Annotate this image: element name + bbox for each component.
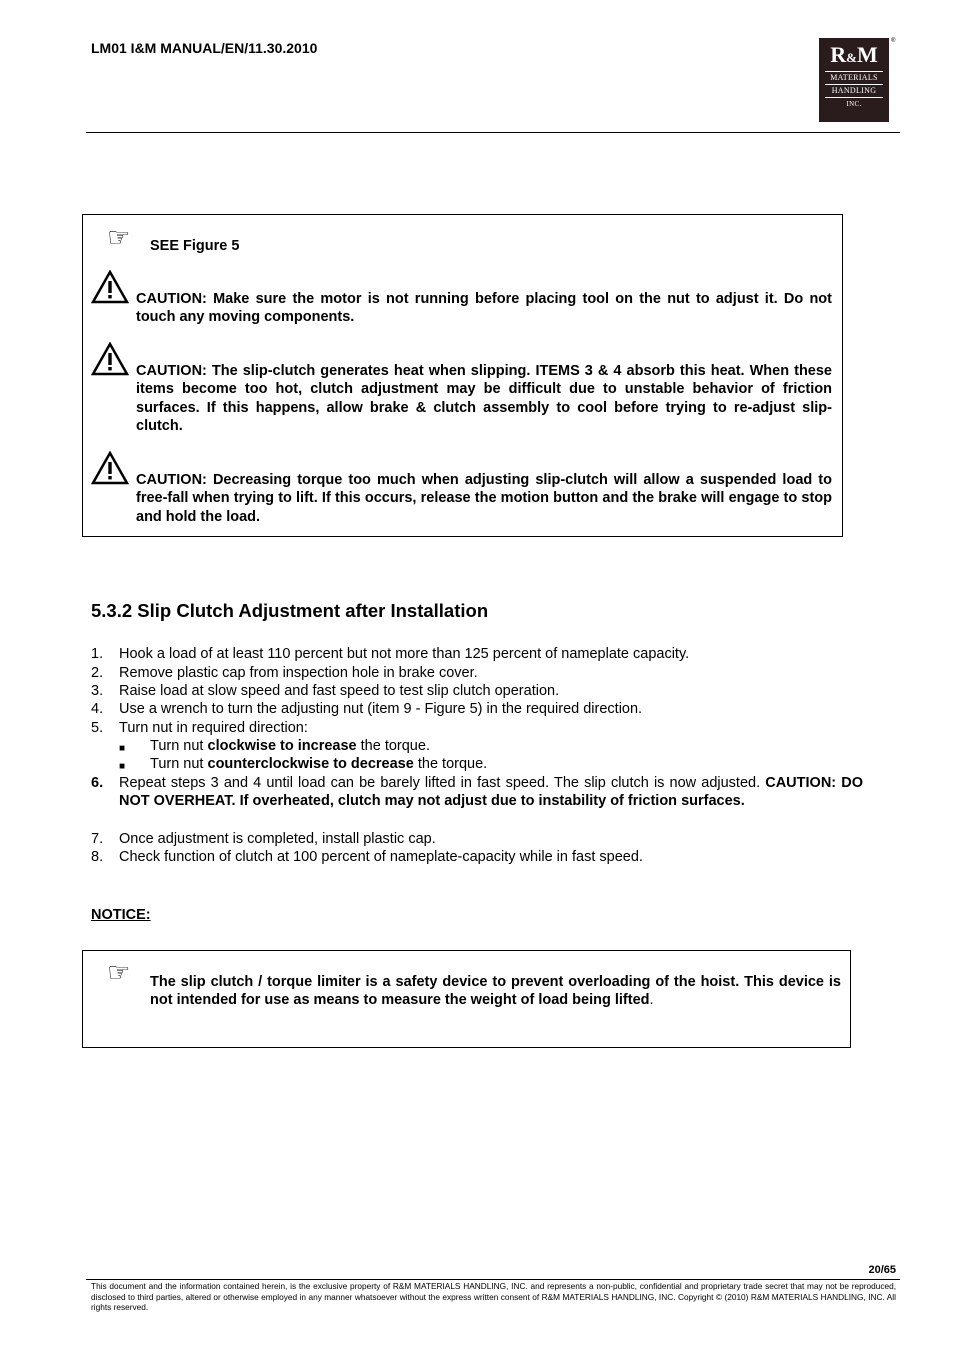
page-number: 20/65 [868,1264,896,1276]
logo-line-materials: MATERIALS [825,71,883,84]
step-number: 8. [91,849,104,865]
step-text: Remove plastic cap from inspection hole in brake cover. [119,664,478,681]
document-id: LM01 I&M MANUAL/EN/11.30.2010 [91,40,318,56]
step-number: 6. [91,775,104,791]
step-number: 5. [91,720,104,736]
bullet-text: Turn nut clockwise to increase the torque. [150,738,430,754]
warning-triangle-icon [91,342,129,376]
bullet-square-icon: ■ [119,743,126,754]
step-text: Hook a load of at least 110 percent but not more than 125 percent of nameplate capacity. [119,646,690,662]
bullet-square-icon: ■ [119,761,126,772]
step-text: Turn nut in required direction: [119,720,308,736]
notice-title: NOTICE: [91,907,151,923]
step-text: Once adjustment is completed, install plastic cap. [119,831,436,847]
footer-divider [86,1279,900,1280]
step-text: Use a wrench to turn the adjusting nut (item 9 - Figure 5) in the required direction. [119,701,643,717]
step-number: 2. [91,664,104,681]
logo-line-inc: INC. [825,97,883,110]
bullet-text: Turn nut counterclockwise to decrease the torque. [150,756,488,772]
logo-monogram: R&M [830,42,878,67]
section-heading: 5.3.2 Slip Clutch Adjustment after Installation [91,600,489,621]
warning-triangle-icon [91,270,129,304]
step-number: 4. [91,701,104,717]
step-number: 7. [91,831,104,847]
company-logo [819,38,889,122]
step-number: 1. [91,646,104,662]
step-text: Raise load at slow speed and fast speed to test slip clutch operation. [119,683,560,699]
caution-torque: CAUTION: Decreasing torque too much when adjusting slip-clutch will allow a suspended load to free-fall when trying to lift. If this occurs, release the motion button and the brake will engage to stop and hold the load. [136,472,832,525]
pointing-hand-icon: ☞ [107,222,131,252]
header-divider [86,132,900,133]
step-text: Check function of clutch at 100 percent of nameplate-capacity while in fast speed. [119,849,643,865]
pointing-hand-icon: ☞ [107,957,131,987]
caution-heat: CAUTION: The slip-clutch generates heat when slipping. ITEMS 3 & 4 absorb this heat. When these items become too hot, clutch adjustment may be difficult due to unstable behavior of friction surfaces. If this happens, allow brake & clutch assembly to cool before trying to re-adjust slip-clutch. [136,363,832,434]
legal-notice: This document and the information contained herein, is the exclusive property of R&M MATERIALS HANDLING, INC. and represents a non-public, confidential and proprietary trade secret that may not be reproduced, disclosed to third parties, altered or otherwise employed in any manner whatsoever without the express written consent of R&M MATERIALS HANDLING, INC. Copyright © (2010) R&M MATERIALS HANDLING, INC. All rights reserved. [91,1281,896,1313]
warning-triangle-icon [91,451,129,485]
notice-text: The slip clutch / torque limiter is a safety device to prevent overloading of the hoist. This device is not intended for use as means to measure the weight of load being lifted. [150,974,841,1009]
see-figure-note: SEE Figure 5 [150,238,240,254]
logo-line-handling: HANDLING [825,84,883,97]
overheat-caution: CAUTION: DO NOT OVERHEAT. If overheated, clutch may not adjust due to instability of friction surfaces. [119,775,863,810]
step-number: 3. [91,683,104,699]
steps-list [91,645,863,875]
registered-mark: ® [891,38,896,44]
step-text: Repeat steps 3 and 4 until load can be barely lifted in fast speed. The slip clutch is now adjusted. CAUTION: DO NOT OVERHEAT. If overheated, clutch may not adjust due to instability of friction surfaces. [119,775,863,810]
caution-motor: CAUTION: Make sure the motor is not running before placing tool on the nut to adjust it. Do not touch any moving components. [136,291,832,326]
